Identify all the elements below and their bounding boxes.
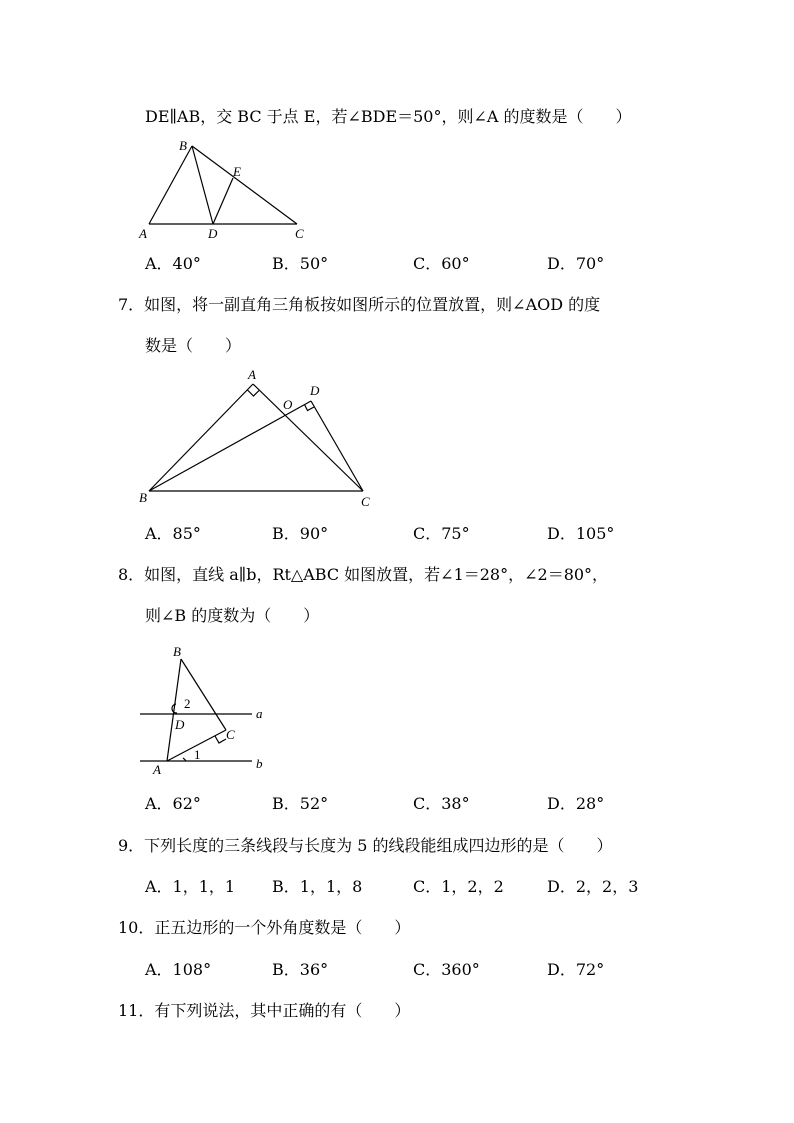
q8-label-c: C — [226, 727, 235, 742]
q8-label-b-vertex: B — [173, 644, 181, 659]
q10-option-c[interactable]: C．360° — [413, 960, 480, 979]
q8-option-c[interactable]: C．38° — [413, 794, 470, 813]
q6-option-d[interactable]: D．70° — [547, 254, 605, 273]
q7-label-b: B — [139, 490, 147, 505]
q8-label-angle-2: 2 — [184, 696, 191, 711]
q9-option-c[interactable]: C．1，2，2 — [413, 877, 504, 896]
q8-option-a[interactable]: A．62° — [145, 794, 201, 813]
q6-label-d: D — [208, 226, 218, 241]
q7-option-a[interactable]: A．85° — [145, 524, 201, 543]
q8-label-line-b: b — [256, 756, 263, 771]
q6-label-e: E — [233, 164, 241, 179]
q8-stem-line1: 8．如图，直线 a∥b，Rt△ABC 如图放置，若∠1＝28°，∠2＝80°， — [118, 565, 609, 584]
q9-option-b[interactable]: B．1，1，8 — [272, 877, 363, 896]
q6-option-b[interactable]: B．50° — [272, 254, 329, 273]
q10-option-b[interactable]: B．36° — [272, 960, 329, 979]
q6-label-a: A — [139, 226, 147, 241]
q7-label-c: C — [361, 494, 370, 509]
q9-option-a[interactable]: A．1，1，1 — [145, 877, 236, 896]
q9-stem: 9．下列长度的三条线段与长度为 5 的线段能组成四边形的是（ ） — [118, 836, 613, 855]
q7-label-o: O — [283, 397, 293, 412]
q8-label-line-a: a — [256, 706, 263, 721]
q10-option-d[interactable]: D．72° — [547, 960, 605, 979]
q8-option-b[interactable]: B．52° — [272, 794, 329, 813]
q10-stem: 10．正五边形的一个外角度数是（ ） — [118, 918, 411, 937]
q6-label-c: C — [295, 226, 304, 241]
q6-option-a[interactable]: A．40° — [145, 254, 201, 273]
q6-option-c[interactable]: C．60° — [413, 254, 470, 273]
q7-label-d: D — [310, 383, 320, 398]
q7-option-c[interactable]: C．75° — [413, 524, 470, 543]
q9-option-d[interactable]: D．2，2，3 — [547, 877, 639, 896]
q8-option-d[interactable]: D．28° — [547, 794, 605, 813]
q7-stem-line2: 数是（ ） — [145, 336, 242, 355]
q6-triangle-figure — [135, 136, 315, 244]
q11-stem: 11．有下列说法，其中正确的有（ ） — [118, 1001, 411, 1020]
q8-stem-line2: 则∠B 的度数为（ ） — [145, 606, 320, 625]
q8-label-a-vertex: A — [153, 762, 161, 777]
q6-label-b: B — [179, 138, 187, 153]
q7-option-d[interactable]: D．105° — [547, 524, 615, 543]
q8-parallel-lines-figure — [135, 640, 275, 778]
q7-option-b[interactable]: B．90° — [272, 524, 329, 543]
q8-label-d: D — [175, 717, 185, 732]
q7-set-squares-figure — [135, 364, 380, 514]
q6-stem-tail: DE∥AB，交 BC 于点 E，若∠BDE＝50°，则∠A 的度数是（ ） — [145, 107, 632, 126]
q7-stem-line1: 7．如图，将一副直角三角板按如图所示的位置放置，则∠AOD 的度 — [118, 295, 601, 314]
q10-option-a[interactable]: A．108° — [145, 960, 212, 979]
q7-label-a: A — [248, 367, 256, 382]
q8-label-angle-1: 1 — [194, 747, 201, 762]
